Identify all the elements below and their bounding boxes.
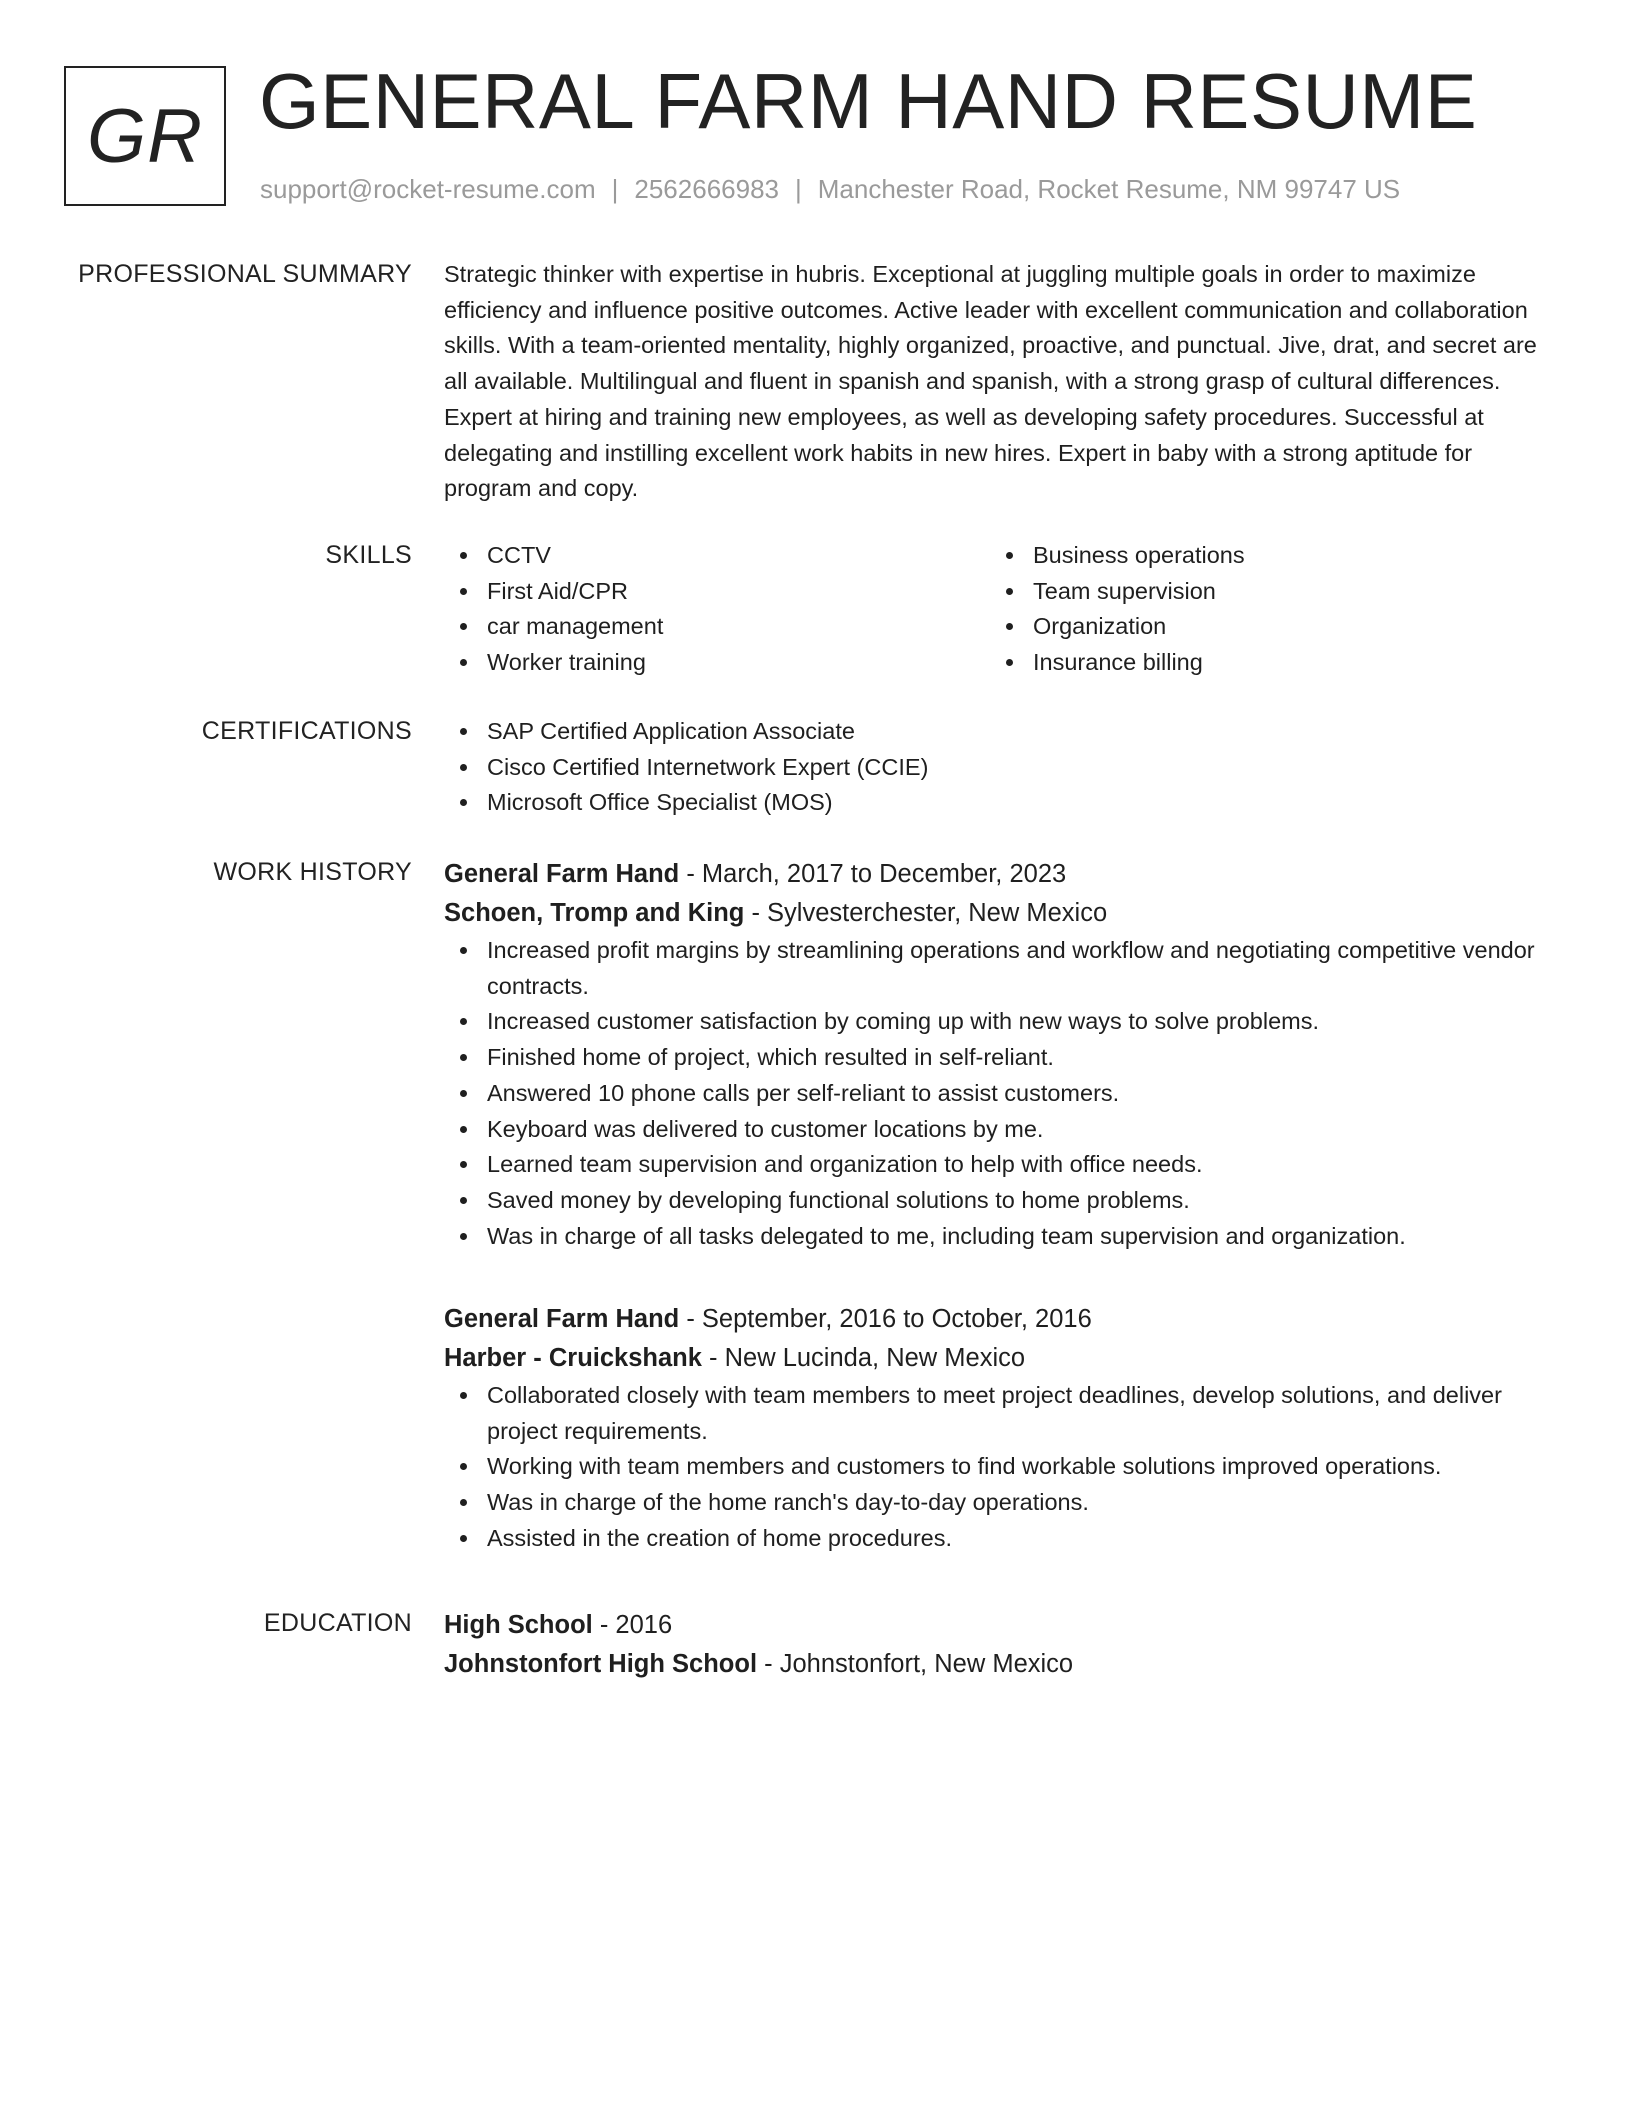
- job-company: Harber - Cruickshank: [444, 1344, 702, 1372]
- skills-heading: SKILLS: [325, 541, 412, 569]
- education-location: - Johnstonfort, New Mexico: [757, 1650, 1074, 1678]
- contact-separator: |: [611, 174, 619, 204]
- job-bullet: Was in charge of the home ranch's day-to-day operations.: [444, 1485, 1562, 1521]
- skills-list-left: [444, 538, 990, 681]
- summary-heading: PROFESSIONAL SUMMARY: [78, 260, 412, 288]
- education-heading: EDUCATION: [263, 1609, 412, 1637]
- skill-item: Insurance billing: [990, 645, 1536, 681]
- job-bullet: Finished home of project, which resulted in self-reliant.: [444, 1040, 1562, 1076]
- skill-item: Organization: [990, 609, 1536, 645]
- job-company-line: [444, 1339, 1562, 1378]
- education-degree-line: [444, 1606, 1562, 1645]
- job-bullet: Increased customer satisfaction by coming up with new ways to solve problems.: [444, 1004, 1562, 1040]
- certification-item: Microsoft Office Specialist (MOS): [444, 785, 1562, 821]
- job-entry: [444, 1300, 1562, 1557]
- skill-item: CCTV: [444, 538, 990, 574]
- resume-title: GENERAL FARM HAND RESUME: [259, 57, 1478, 145]
- job-bullet: Collaborated closely with team members to meet project deadlines, develop solutions, and deliver project requirements.: [444, 1378, 1562, 1449]
- certifications-body: [444, 714, 1562, 821]
- job-bullets: [444, 933, 1562, 1254]
- summary-text: Strategic thinker with expertise in hubris. Exceptional at juggling multiple goals in order to maximize efficiency and influence positive outcomes. Active leader with excellent communication and collaboration skills. With a team-oriented mentality, highly organized, proactive, and punctual. Jive, drat, and secret are all available. Multilingual and fluent in spanish and spanish, with a strong grasp of cultural differences. Expert at hiring and training new employees, as well as developing safety procedures. Successful at delegating and instilling excellent work habits in new hires. Expert in baby with a strong aptitude for program and copy.: [444, 261, 1537, 502]
- job-bullet: Increased profit margins by streamlining operations and workflow and negotiating competitive vendor contracts.: [444, 933, 1562, 1004]
- job-bullet: Assisted in the creation of home procedures.: [444, 1521, 1562, 1557]
- job-title-line: [444, 1300, 1562, 1339]
- job-bullet: Was in charge of all tasks delegated to me, including team supervision and organization.: [444, 1219, 1562, 1255]
- job-bullets: [444, 1378, 1562, 1557]
- job-title: General Farm Hand: [444, 1305, 680, 1333]
- job-entry: [444, 855, 1562, 1254]
- skill-item: Worker training: [444, 645, 990, 681]
- education-school: Johnstonfort High School: [444, 1650, 758, 1678]
- work-history-heading: WORK HISTORY: [213, 858, 412, 886]
- job-bullet: Saved money by developing functional solutions to home problems.: [444, 1183, 1562, 1219]
- education-body: [444, 1606, 1562, 1684]
- certifications-heading: CERTIFICATIONS: [201, 717, 412, 745]
- monogram-badge: GR: [64, 66, 226, 206]
- job-title-line: [444, 855, 1562, 894]
- contact-email: support@rocket-resume.com: [260, 174, 596, 204]
- job-bullet: Keyboard was delivered to customer locations by me.: [444, 1112, 1562, 1148]
- job-dates: - March, 2017 to December, 2023: [679, 860, 1067, 888]
- skill-item: Business operations: [990, 538, 1536, 574]
- job-company: Schoen, Tromp and King: [444, 899, 745, 927]
- work-history-body: [444, 855, 1562, 1551]
- skills-body: [444, 538, 1562, 681]
- job-dates: - September, 2016 to October, 2016: [679, 1305, 1092, 1333]
- skills-grid: [444, 538, 1562, 681]
- education-degree: High School: [444, 1611, 593, 1639]
- job-title: General Farm Hand: [444, 860, 680, 888]
- job-bullet: Working with team members and customers to find workable solutions improved operations.: [444, 1449, 1562, 1485]
- skill-item: First Aid/CPR: [444, 574, 990, 610]
- job-location: - New Lucinda, New Mexico: [701, 1344, 1026, 1372]
- job-bullet: Answered 10 phone calls per self-reliant to assist customers.: [444, 1076, 1562, 1112]
- education-year: - 2016: [592, 1611, 673, 1639]
- skills-list-right: [990, 538, 1536, 681]
- skill-item: car management: [444, 609, 990, 645]
- certification-item: Cisco Certified Internetwork Expert (CCIE): [444, 750, 1562, 786]
- job-company-line: [444, 894, 1562, 933]
- contact-line: [260, 172, 1400, 206]
- certifications-list: [444, 714, 1562, 821]
- contact-phone: 2562666983: [634, 174, 779, 204]
- skill-item: Team supervision: [990, 574, 1536, 610]
- job-location: - Sylvesterchester, New Mexico: [744, 899, 1108, 927]
- contact-separator: |: [795, 174, 802, 204]
- job-bullet: Learned team supervision and organization to help with office needs.: [444, 1147, 1562, 1183]
- education-school-line: [444, 1645, 1562, 1684]
- contact-address: Manchester Road, Rocket Resume, NM 99747 US: [817, 174, 1401, 204]
- summary-body: [444, 257, 1562, 507]
- certification-item: SAP Certified Application Associate: [444, 714, 1562, 750]
